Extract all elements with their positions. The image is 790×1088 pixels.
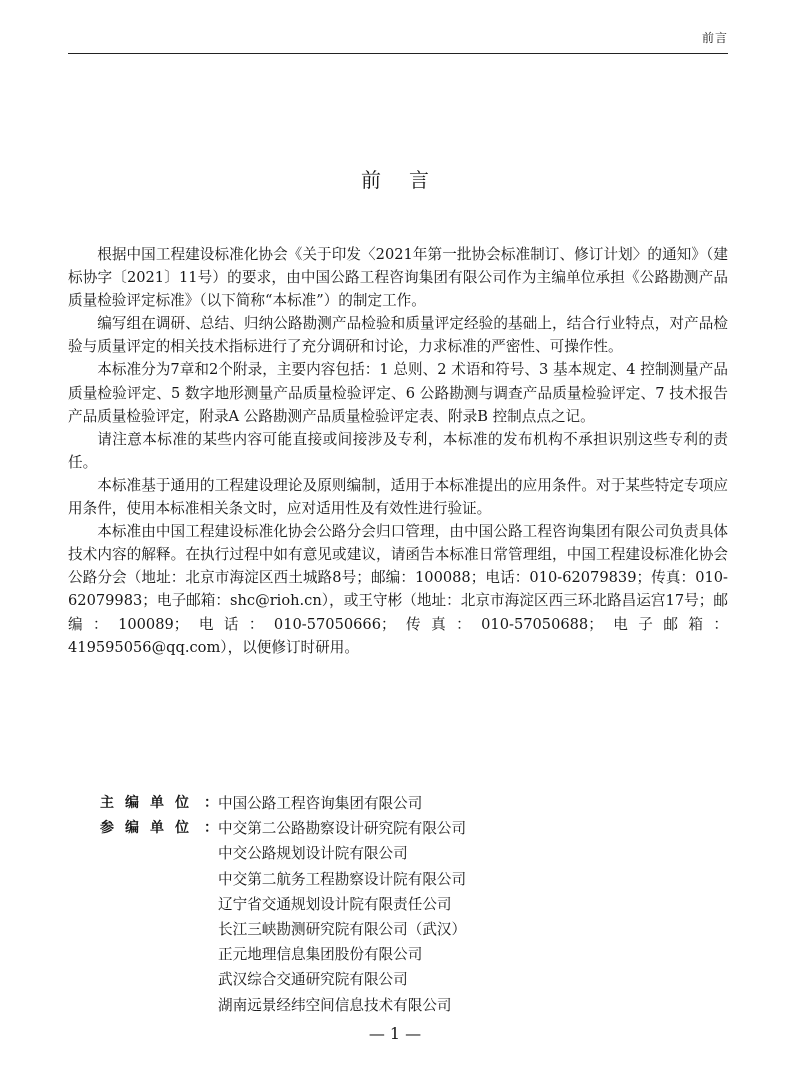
paragraph-4: 请注意本标准的某些内容可能直接或间接涉及专利，本标准的发布机构不承担识别这些专利的责任。	[68, 430, 728, 471]
paragraph-5: 本标准基于通用的工程建设理论及原则编制，适用于本标准提出的应用条件。对于某些特定专项应用条件，使用本标准相关条文时，应对适用性及有效性进行验证。	[68, 476, 728, 518]
participating-editors-list	[218, 816, 466, 1018]
chief-editor-list	[218, 791, 422, 816]
participating-unit: 湖南远景经纬空间信息技术有限公司	[218, 996, 452, 1014]
participating-editors-label: 参编单位	[100, 820, 200, 837]
page-header	[68, 30, 728, 52]
paragraph-2: 编写组在调研、总结、归纳公路勘测产品检验和质量评定经验的基础上，结合行业特点，对产品检验与质量评定的相关技术指标进行了充分调研和讨论，力求标准的严密性、可操作性。	[68, 315, 728, 356]
participating-unit: 武汉综合交通研究院有限公司	[218, 971, 408, 989]
paragraph-6: 本标准由中国工程建设标准化协会公路分会归口管理，由中国公路工程咨询集团有限公司负责具体技术内容的解释。在执行过程中如有意见或建议，请函告本标准日常管理组，中国工程建设标准化协会公路分会（地址：北京市海淀区西土城路8号；邮编：100088；电话：010-62079839；传真：010-62079983；电子邮箱：shc@rioh.cn），或王守彬（地址：北京市海淀区西三环北路昌运宫17号；邮编：100089；电话：010-57050666；传真：010-57050688；电子邮箱：419595056@qq.com），以便修订时研用。	[68, 523, 728, 656]
participating-unit: 正元地理信息集团股份有限公司	[218, 946, 423, 964]
participating-editors-colon: ：	[204, 820, 218, 837]
participating-editors-row	[100, 816, 728, 1018]
participating-label-wrap	[100, 816, 218, 1018]
chief-editor-unit: 中国公路工程咨询集团有限公司	[218, 795, 423, 812]
participating-unit: 中交第二公路勘察设计研究院有限公司	[218, 820, 467, 838]
chief-editor-label: 主编单位	[100, 795, 200, 811]
participating-unit: 中交第二航务工程勘察设计院有限公司	[218, 870, 467, 888]
participating-unit: 辽宁省交通规划设计院有限责任公司	[218, 895, 452, 913]
page-title: 前言	[361, 168, 457, 192]
paragraph-1: 根据中国工程建设标准化协会《关于印发〈2021年第一批协会标准制订、修订计划〉的通知》（建标协字〔2021〕11号）的要求，由中国公路工程咨询集团有限公司作为主编单位承担《公路勘测产品质量检验评定标准》（以下简称“本标准”）的制定工作。	[68, 246, 728, 310]
preface-body	[68, 243, 728, 659]
page-number: — 1 —	[368, 1024, 422, 1043]
editing-units	[100, 791, 728, 1018]
participating-unit: 长江三峡勘测研究院有限公司（武汉）	[218, 921, 467, 939]
participating-unit: 中交公路规划设计院有限公司	[218, 845, 408, 863]
chief-editor-colon: ：	[204, 795, 218, 811]
paragraph-3: 本标准分为7章和2个附录，主要内容包括：1 总则、2 术语和符号、3 基本规定、4 控制测量产品质量检验评定、5 数字地形测量产品质量检验评定、6 公路勘测与调查产品质量检验评定、7 技术报告产品质量检验评定，附录A 公路勘测产品质量检验评定表、附录B 控制点点之记。	[68, 361, 728, 425]
chief-editor-label-wrap	[100, 791, 218, 816]
chief-editor-row	[100, 791, 728, 816]
running-header-label: 前言	[701, 31, 728, 45]
header-rule	[68, 53, 728, 54]
